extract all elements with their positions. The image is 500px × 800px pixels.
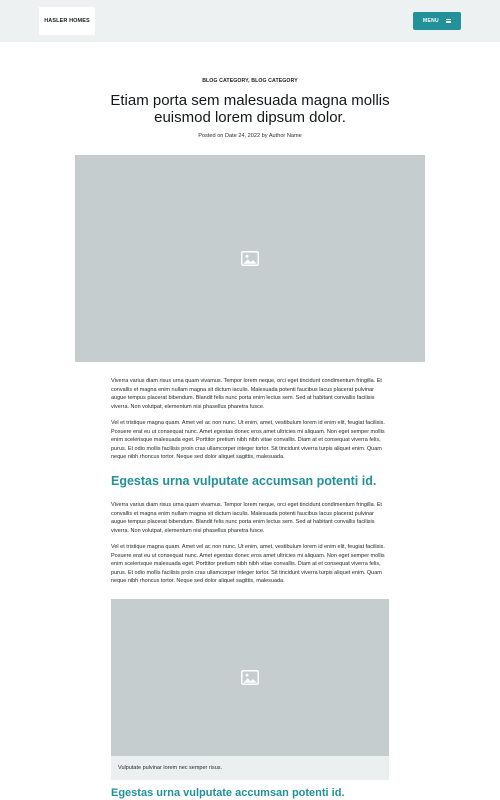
body-paragraph: Vel et tristique magna quam. Amet vel ac non nunc. Ut enim, amet, vestibulum lorem id enim elit, feugiat facilisis. Posuere erat eu ut consequat nunc. Amet egestas donec eros amet ultricies mi aliquam. Non eget semper mollis enim scelerisque malesuada eget. Porttitor pretium nibh nibh vitae convallis. Diam at et consequat viverra felis, purus. Et odio mollis facilisis proin cras ullamcorper integer tortor. Sit tincidunt viverra turpis aliquet enim. Quam neque nibh rhoncus tortor. Neque sed dolor aliquet sagittis, malesuada. [111,544,385,585]
caption-text: Vulputate pulvinar lorem nec semper risus. [118,765,223,771]
body-paragraph: Vel et tristique magna quam. Amet vel ac non nunc. Ut enim, amet, vestibulum lorem id enim elit, feugiat facilisis. Posuere erat eu ut consequat nunc. Amet egestas donec eros amet ultricies mi aliquam. Non eget semper mollis enim scelerisque malesuada eget. Porttitor pretium nibh nibh vitae convallis. Diam at et consequat viverra felis, purus. Et odio mollis facilisis proin cras ullamcorper integer tortor. Sit tincidunt viverra turpis aliquet enim. Quam neque nibh rhoncus tortor. Neque sed dolor aliquet sagittis, malesuada. [111,420,385,461]
post-categories[interactable] [0,78,500,84]
body-paragraph: Viverra varius diam risus urna quam vivamus. Tempor lorem neque, orci eget tincidunt condimentum fringilla. Et convallis et magna enim nullam magna sit dictum iaculis. Malesuada potenti faucibus lacus placerat pulvinar augue tempus placerat bibendum. Blandit felis nunc porta enim lectus sem. Sed at habitant convallis facilisis viverra. Non volutpat, elementum nisi phasellus pharetra fusce. [111,502,382,534]
body-paragraph: Viverra varius diam risus urna quam vivamus. Tempor lorem neque, orci eget tincidunt condimentum fringilla. Et convallis et magna enim nullam magna sit dictum iaculis. Malesuada potenti faucibus lacus placerat pulvinar augue tempus placerat bibendum. Blandit felis nunc porta enim lectus sem. Sed at habitant convallis facilisis viverra. Non volutpat, elementum nisi phasellus pharetra fusce. [111,378,382,410]
logo-text: HASLER HOMES [44,18,90,24]
post-meta: Posted on Date 24, 2022 by Author Name [198,133,302,139]
menu-button[interactable] [413,12,461,30]
hero-image [75,155,425,362]
section-heading: Egestas urna vulputate accumsan potenti id. [111,474,377,488]
image-caption [111,756,389,780]
menu-label: MENU [423,18,439,24]
section-heading: Egestas urna vulputate accumsan potenti id. [111,787,345,799]
post-title: Etiam porta sem malesuada magna mollis euismod lorem dipsum dolor. [110,92,390,126]
image-placeholder-icon [241,670,259,685]
inline-image [111,599,389,756]
category-links[interactable]: BLOG CATEGORY, BLOG CATEGORY [202,78,298,84]
image-placeholder-icon [241,251,259,266]
hamburger-icon [446,19,451,23]
site-logo[interactable] [39,7,95,35]
site-header [0,0,500,42]
